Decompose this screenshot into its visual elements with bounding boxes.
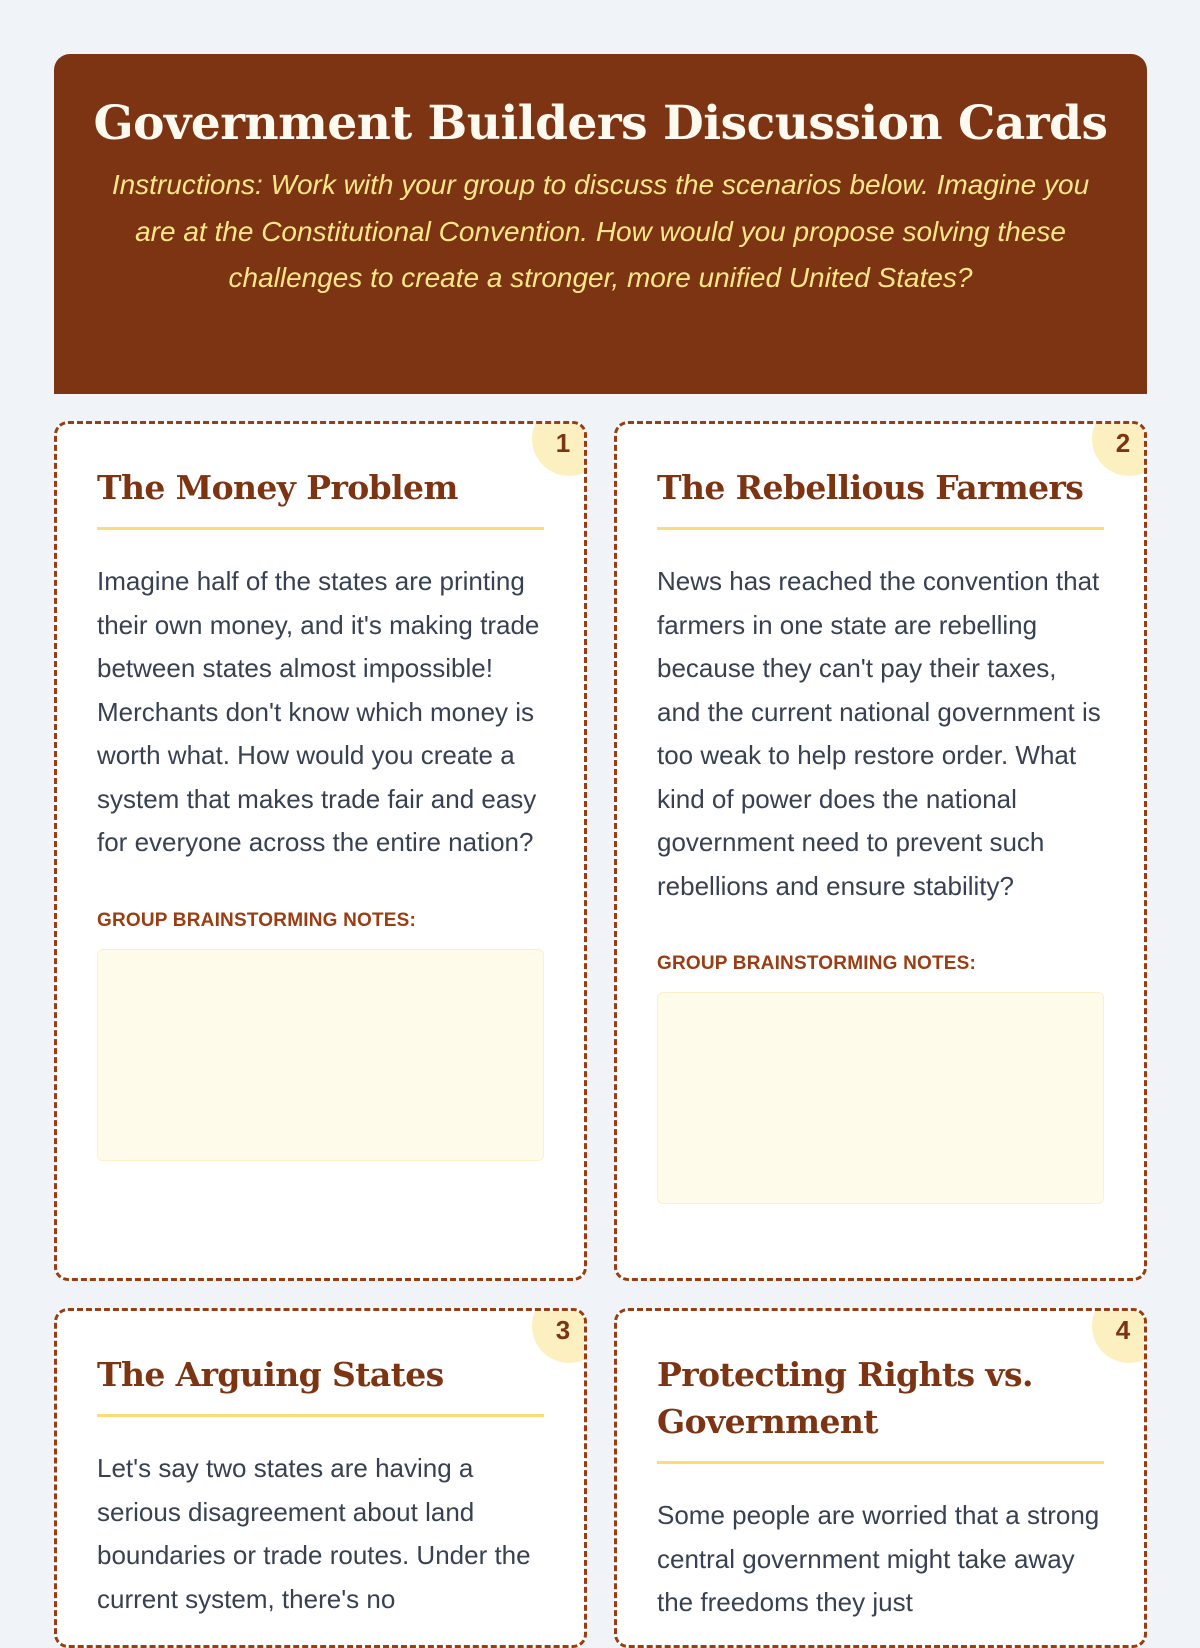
discussion-card-4 [614, 1308, 1147, 1648]
discussion-card-2 [614, 421, 1147, 1281]
page-title: Government Builders Discussion Cards [93, 96, 1108, 151]
card-scenario-text: News has reached the convention that farmers in one state are rebelling because they can't pay their taxes, and the current national government is too weak to help restore order. What kind of power does the national government need to prevent such rebellions and ensure stability? [657, 566, 1101, 901]
card-title: The Money Problem [97, 464, 544, 530]
card-number: 3 [555, 1315, 571, 1345]
card-number: 2 [1115, 428, 1131, 458]
notes-label: GROUP BRAINSTORMING NOTES: [657, 953, 977, 974]
card-title: Protecting Rights vs. Government [657, 1351, 1104, 1464]
card-scenario-text: Let's say two states are having a serious disagreement about land boundaries or trade routes. Under the current system, there's no [97, 1453, 531, 1614]
card-scenario-text: Some people are worried that a strong central government might take away the freedoms they just [657, 1500, 1100, 1617]
notes-area[interactable] [657, 992, 1104, 1204]
page-header [54, 54, 1147, 394]
card-number: 4 [1115, 1315, 1131, 1345]
discussion-card-3 [54, 1308, 587, 1648]
notes-label: GROUP BRAINSTORMING NOTES: [97, 909, 417, 931]
notes-area[interactable] [97, 949, 544, 1161]
card-title: The Arguing States [97, 1351, 544, 1417]
instructions-text: Instructions: Work with your group to discuss the scenarios below. Imagine you are at the Constitutional Convention. How would you propose solving these challenges to create a stronger, more unified United States? [111, 169, 1090, 293]
discussion-card-1 [54, 421, 587, 1281]
card-title: The Rebellious Farmers [657, 464, 1104, 530]
card-number: 1 [555, 428, 571, 458]
card-scenario-text: Imagine half of the states are printing their own money, and it's making trade between states almost impossible! Merchants don't know which money is worth what. How would you create a system that makes trade fair and easy for everyone across the entire nation? [97, 566, 540, 857]
